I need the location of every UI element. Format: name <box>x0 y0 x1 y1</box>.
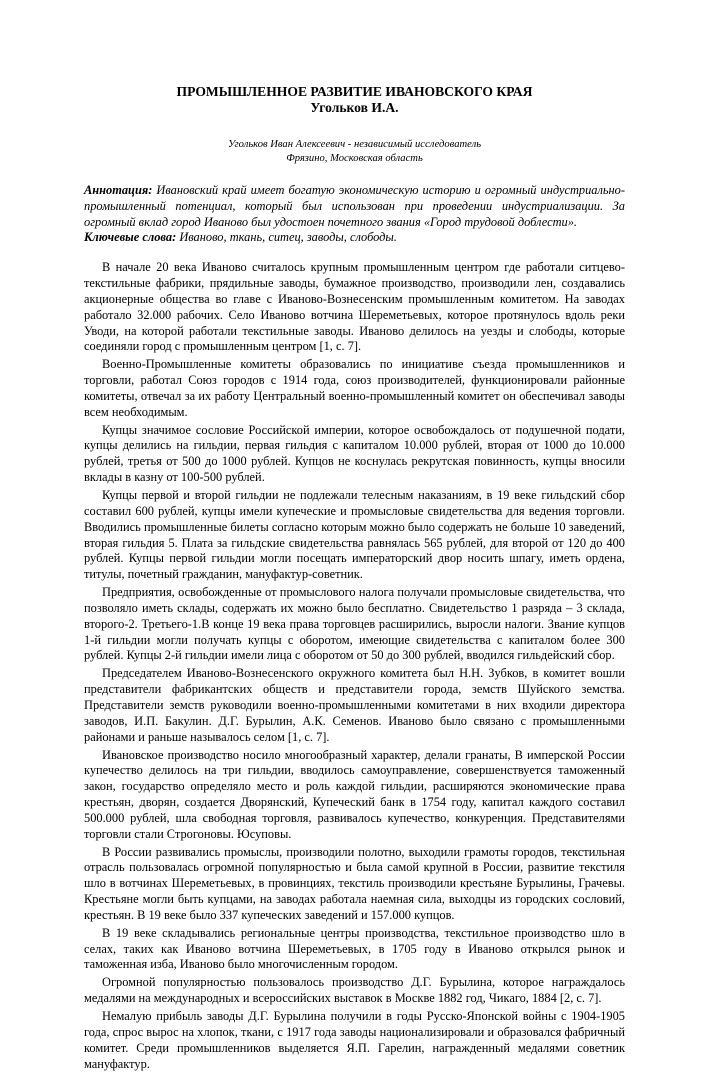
document-page <box>84 84 625 1074</box>
abstract-text: Ивановский край имеет богатую экономическую историю и огромный индустриально-промышленный потенциал, который был использован при проведении индустриализации. За огромный вклад город Иваново был удостоен почетного звания «Город трудовой доблести». <box>84 183 625 229</box>
affiliation-location-line: Фрязино, Московская область <box>286 153 423 164</box>
article-title: ПРОМЫШЛЕННОЕ РАЗВИТИЕ ИВАНОВСКОГО КРАЯ <box>176 84 533 99</box>
keywords <box>84 230 625 246</box>
body-paragraph-10: Огромной популярностью пользовалось производство Д.Г. Бурылина, которое награждалось медалями на международных и всероссийских выставок в Москве 1882 год, Чикаго, 1884 [2, с. 7]. <box>84 975 625 1006</box>
abstract <box>84 183 625 230</box>
affiliation-name-line: Угольков Иван Алексеевич - независимый исследователь <box>227 139 482 150</box>
body-paragraph-1: В начале 20 века Иваново считалось крупным промышленным центром где работали ситцево-текстильные фабрики, прядильные заводы, бумажное производство, производили лен, создавались акционерные общества во главе с Иваново-Вознесенским промышленным комитетом. На заводах работало 32.000 рабочих. Село Иваново вотчина Шереметьевых, которое протянулось вдоль реки Уводи, на которой работали текстильные заводы. Иваново делилось на уезды и слободы, которые соединяли город с промышленным центром [1, с. 7]. <box>84 260 625 354</box>
body-paragraph-6: Председателем Иваново-Вознесенского окружного комитета был Н.Н. Зубков, в комитет вошли представители фабрикантских обществ и представители города, земств Шуйского земства. Представители земств руководили военно-промышленными комитетами в них входили директора заводов, И.П. Бакулин. Д.Г. Бурылин, А.К. Семенов. Иваново было связано с промышленными районами и раньше называлось селом [1, с. 7]. <box>84 666 625 744</box>
keywords-text: Иваново, ткань, ситец, заводы, слободы. <box>176 230 397 245</box>
author-affiliation <box>84 138 625 166</box>
body-paragraph-2: Военно-Промышленные комитеты образовались по инициативе съезда промышленников и торговли, работал Союз городов с 1914 года, союз производителей, функционировали районные комитеты, отвечал за их работу Центральный военно-промышленный комитет он обеспечивал заводы всем необходимым. <box>84 357 625 419</box>
article-body <box>84 260 625 1072</box>
body-paragraph-9: В 19 веке складывались региональные центры производства, текстильное производство шло в селах, таких как Иваново вотчина Шереметьевых, в 1705 году в Иваново открылся рынок и таможенная изба, Иваново было многочисленным городом. <box>84 925 625 972</box>
abstract-label: Аннотация: <box>84 183 153 197</box>
body-paragraph-4: Купцы первой и второй гильдии не подлежали телесным наказаниям, в 19 веке гильдский сбор составил 600 рублей, купцы имели купеческие и промысловые свидетельства для ведения торговли. Вводились промышленные билеты согласно которым можно было содержать не больше 10 заведений, вторая гильдия 5. Плата за гильдские свидетельства равнялась 565 рублей, для второй от 120 до 400 рублей. Купцы первой гильдии могли посещать императорский двор носить шпагу, иметь ордена, титулы, почетный гражданин, мануфактур-советник. <box>84 488 625 582</box>
body-paragraph-3: Купцы значимое сословие Российской империи, которое освобождалось от подушечной подати, купцы делились на гильдии, первая гильдия с капиталом 10.000 рублей, вторая от 1000 до 10.000 рублей, третья от 500 до 1000 рублей. Купцов не коснулась рекрутская повинность, купцы вносили вклады в казну от 100-500 рублей. <box>84 422 625 485</box>
body-paragraph-5: Предприятия, освобожденные от промыслового налога получали промысловые свидетельства, что позволяло иметь склады, содержать их можно было бесплатно. Свидетельство 1 разряда – 3 склада, второго-2. Третьего-1.В конце 19 века права торговцев расширились, выросли налоги. Звание купцов 1-й гильдии могли получать купцы с оборотом, имеющие свидетельства с капиталом более 300 рублей. Купцы 2-й гильдии имели лица с оборотом от 50 до 300 рублей, вводился гильдейский сбор. <box>84 585 625 663</box>
body-paragraph-7: Ивановское производство носило многообразный характер, делали гранаты, В имперской России купечество делилось на три гильдии, вводилось самоуправление, совершенствуется таможенный закон, государство определяло место и роль каждой гильдии, расширяются экономические права крестьян, дворян, создается Дворянский, Купеческий банк в 1754 году, капитал каждого составил 500.000 рублей, шла свободная торговля, развивалось купечество, конкуренция. Представителями торговли стали Строгоновы. Юсуповы. <box>84 747 625 841</box>
body-paragraph-11: Немалую прибыль заводы Д.Г. Бурылина получили в годы Русско-Японской войны с 1904-1905 года, спрос вырос на хлопок, ткани, с 1917 года заводы национализировали и образовался фабричный комитет. Среди промышленников выделяется Я.П. Гарелин, награжденный медалями советник мануфактур. <box>84 1009 625 1071</box>
keywords-label: Ключевые слова: <box>84 230 177 245</box>
article-author: Угольков И.А. <box>310 100 399 115</box>
body-paragraph-8: В России развивались промыслы, производили полотно, выходили грамоты городов, текстильная отрасль пользовалась огромной популярностью и была самой крупной в России, развитие текстиля шло в вотчинах Шереметьевых, в провинциях, текстиль производили крестьяне Бурылины, Грачевы. Крестьяне могли быть купцами, на заводах работала наемная сила, выходцы из городских сословий, крестьян. В 19 веке было 337 купеческих заведений и 157.000 купцов. <box>84 844 625 922</box>
